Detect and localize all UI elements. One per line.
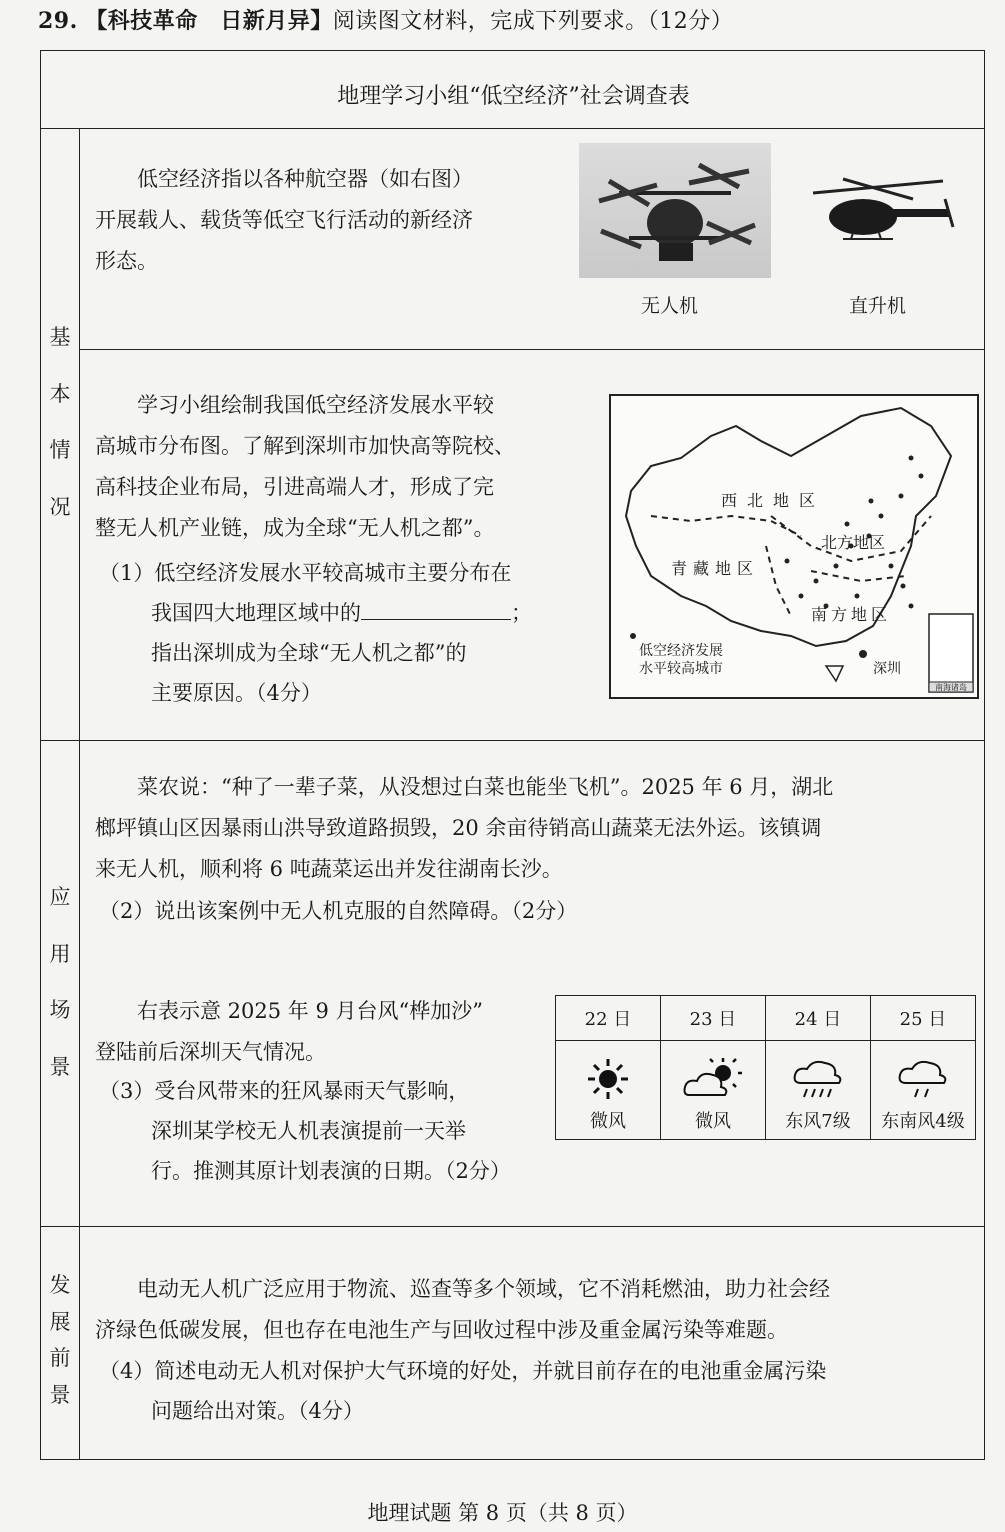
- weather-wind: 微风: [695, 1111, 731, 1132]
- weather-wind: 微风: [590, 1111, 626, 1132]
- section-label-application: [41, 881, 79, 1081]
- application-paragraph: [95, 767, 975, 890]
- question-3: [99, 1071, 579, 1191]
- text-line: （3）受台风带来的狂风暴雨天气影响，: [99, 1079, 470, 1103]
- text-line: 济绿色低碳发展，但也存在电池生产与回收过程中涉及重金属污染等难题。: [95, 1318, 788, 1342]
- region-label-nanfang: 南方地区: [811, 605, 892, 624]
- section-char: 发: [49, 1273, 71, 1297]
- sun-icon: [586, 1057, 630, 1101]
- section-label-future: [41, 1269, 79, 1409]
- question-number: 29.: [38, 8, 78, 34]
- section-char: 景: [49, 1054, 71, 1079]
- survey-table: [40, 50, 985, 1460]
- section-char: 基: [49, 325, 71, 349]
- weather-table: [555, 995, 976, 1140]
- section-char: 前: [49, 1346, 71, 1371]
- text-line: 登陆前后深圳天气情况。: [95, 1040, 326, 1064]
- row-divider: [41, 1226, 984, 1227]
- question-2: （2）说出该案例中无人机克服的自然障碍。（2分）: [99, 899, 578, 923]
- text-line: 行。推测其原计划表演的日期。（2分）: [151, 1159, 511, 1183]
- weather-date: 25 日: [871, 996, 976, 1041]
- weather-cell: [661, 1041, 766, 1140]
- text-line: 高城市分布图。了解到深圳市加快高等院校、: [95, 434, 515, 458]
- weather-date: 24 日: [766, 996, 871, 1041]
- weather-cell: [766, 1041, 871, 1140]
- weather-wind: 东风7级: [785, 1111, 851, 1132]
- drone-image: [579, 143, 771, 278]
- text-line: 学习小组绘制我国低空经济发展水平较: [137, 393, 494, 417]
- map-paragraph: [95, 385, 595, 549]
- answer-blank[interactable]: [361, 597, 511, 620]
- text-line: ；: [511, 601, 532, 625]
- text-line: 低空经济指以各种航空器（如右图）: [137, 167, 473, 191]
- weather-date: 22 日: [556, 996, 661, 1041]
- text-line: 来无人机，顺利将 6 吨蔬菜运出并发往湖南长沙。: [95, 857, 563, 881]
- weather-wind: 东南风4级: [881, 1111, 965, 1132]
- inset-label: 南海诸岛: [935, 683, 967, 692]
- region-label-qingzang: 青藏地区: [671, 559, 760, 578]
- text-line: 整无人机产业链，成为全球“无人机之都”。: [95, 516, 495, 540]
- question-4: [99, 1351, 979, 1431]
- section-char: 用: [49, 941, 71, 966]
- text-line: 形态。: [95, 249, 158, 273]
- intro-paragraph: [95, 159, 565, 282]
- text-line: 指出深圳成为全球“无人机之都”的: [151, 641, 467, 665]
- region-label-beifang: 北方地区: [821, 533, 886, 552]
- helicopter-image: [793, 169, 963, 259]
- section-char: 情: [49, 438, 71, 463]
- legend-line: 低空经济发展: [639, 643, 723, 659]
- row-divider: [41, 740, 984, 741]
- text-line: 右表示意 2025 年 9 月台风“桦加沙”: [137, 999, 483, 1023]
- weather-cell: [871, 1041, 976, 1140]
- page-footer: 地理试题 第 8 页（共 8 页）: [367, 1501, 638, 1525]
- text-line: 主要原因。（4分）: [151, 681, 322, 705]
- section-char: 应: [49, 885, 71, 909]
- side-column-divider: [79, 128, 80, 1459]
- helicopter-caption: 直升机: [849, 295, 907, 317]
- light-rain-icon: [896, 1057, 950, 1103]
- text-line: 问题给出对策。（4分）: [151, 1399, 364, 1423]
- section-char: 景: [49, 1382, 71, 1407]
- section-char: 场: [49, 998, 71, 1023]
- section-char: 况: [49, 494, 71, 519]
- text-line: （4）简述电动无人机对保护大气环境的好处，并就目前存在的电池重金属污染: [99, 1359, 827, 1383]
- question-1: [99, 553, 599, 713]
- china-map: [609, 394, 979, 699]
- text-line: 高科技企业布局，引进高端人才，形成了完: [95, 475, 494, 499]
- weather-cell: [556, 1041, 661, 1140]
- text-line: 开展载人、载货等低空飞行活动的新经济: [95, 208, 473, 232]
- section-char: 展: [49, 1309, 71, 1334]
- text-line: （1）低空经济发展水平较高城市主要分布在: [99, 561, 512, 585]
- typhoon-paragraph: [95, 991, 565, 1073]
- row-divider: [79, 349, 984, 350]
- text-line: 我国四大地理区域中的: [151, 601, 361, 625]
- section-label-basic: [41, 321, 79, 521]
- city-label-shenzhen: 深圳: [873, 661, 901, 677]
- text-line: 榔坪镇山区因暴雨山洪导致道路损毁，20 余亩待销高山蔬菜无法外运。该镇调: [95, 816, 822, 840]
- question-instruction: 阅读图文材料，完成下列要求。（12分）: [332, 9, 734, 34]
- table-title: 地理学习小组“低空经济”社会调查表: [337, 84, 690, 109]
- section-char: 本: [49, 381, 71, 406]
- future-paragraph: [95, 1269, 975, 1351]
- legend-line: 水平较高城市: [639, 661, 723, 677]
- question-header: [38, 4, 733, 35]
- weather-date: 23 日: [661, 996, 766, 1041]
- question-tag: 【科技革命 日新月异】: [85, 8, 333, 34]
- region-label-xibei: 西北地区: [721, 491, 826, 510]
- text-line: 电动无人机广泛应用于物流、巡查等多个领域，它不消耗燃油，助力社会经: [137, 1277, 830, 1301]
- text-line: 深圳某学校无人机表演提前一天举: [151, 1119, 466, 1143]
- rain-icon: [791, 1057, 845, 1103]
- drone-caption: 无人机: [641, 295, 699, 317]
- map-legend: [639, 642, 723, 678]
- row-divider: [41, 128, 984, 129]
- partly-cloudy-icon: [681, 1057, 745, 1101]
- text-line: 菜农说：“种了一辈子菜，从没想过白菜也能坐飞机”。2025 年 6 月，湖北: [137, 775, 834, 799]
